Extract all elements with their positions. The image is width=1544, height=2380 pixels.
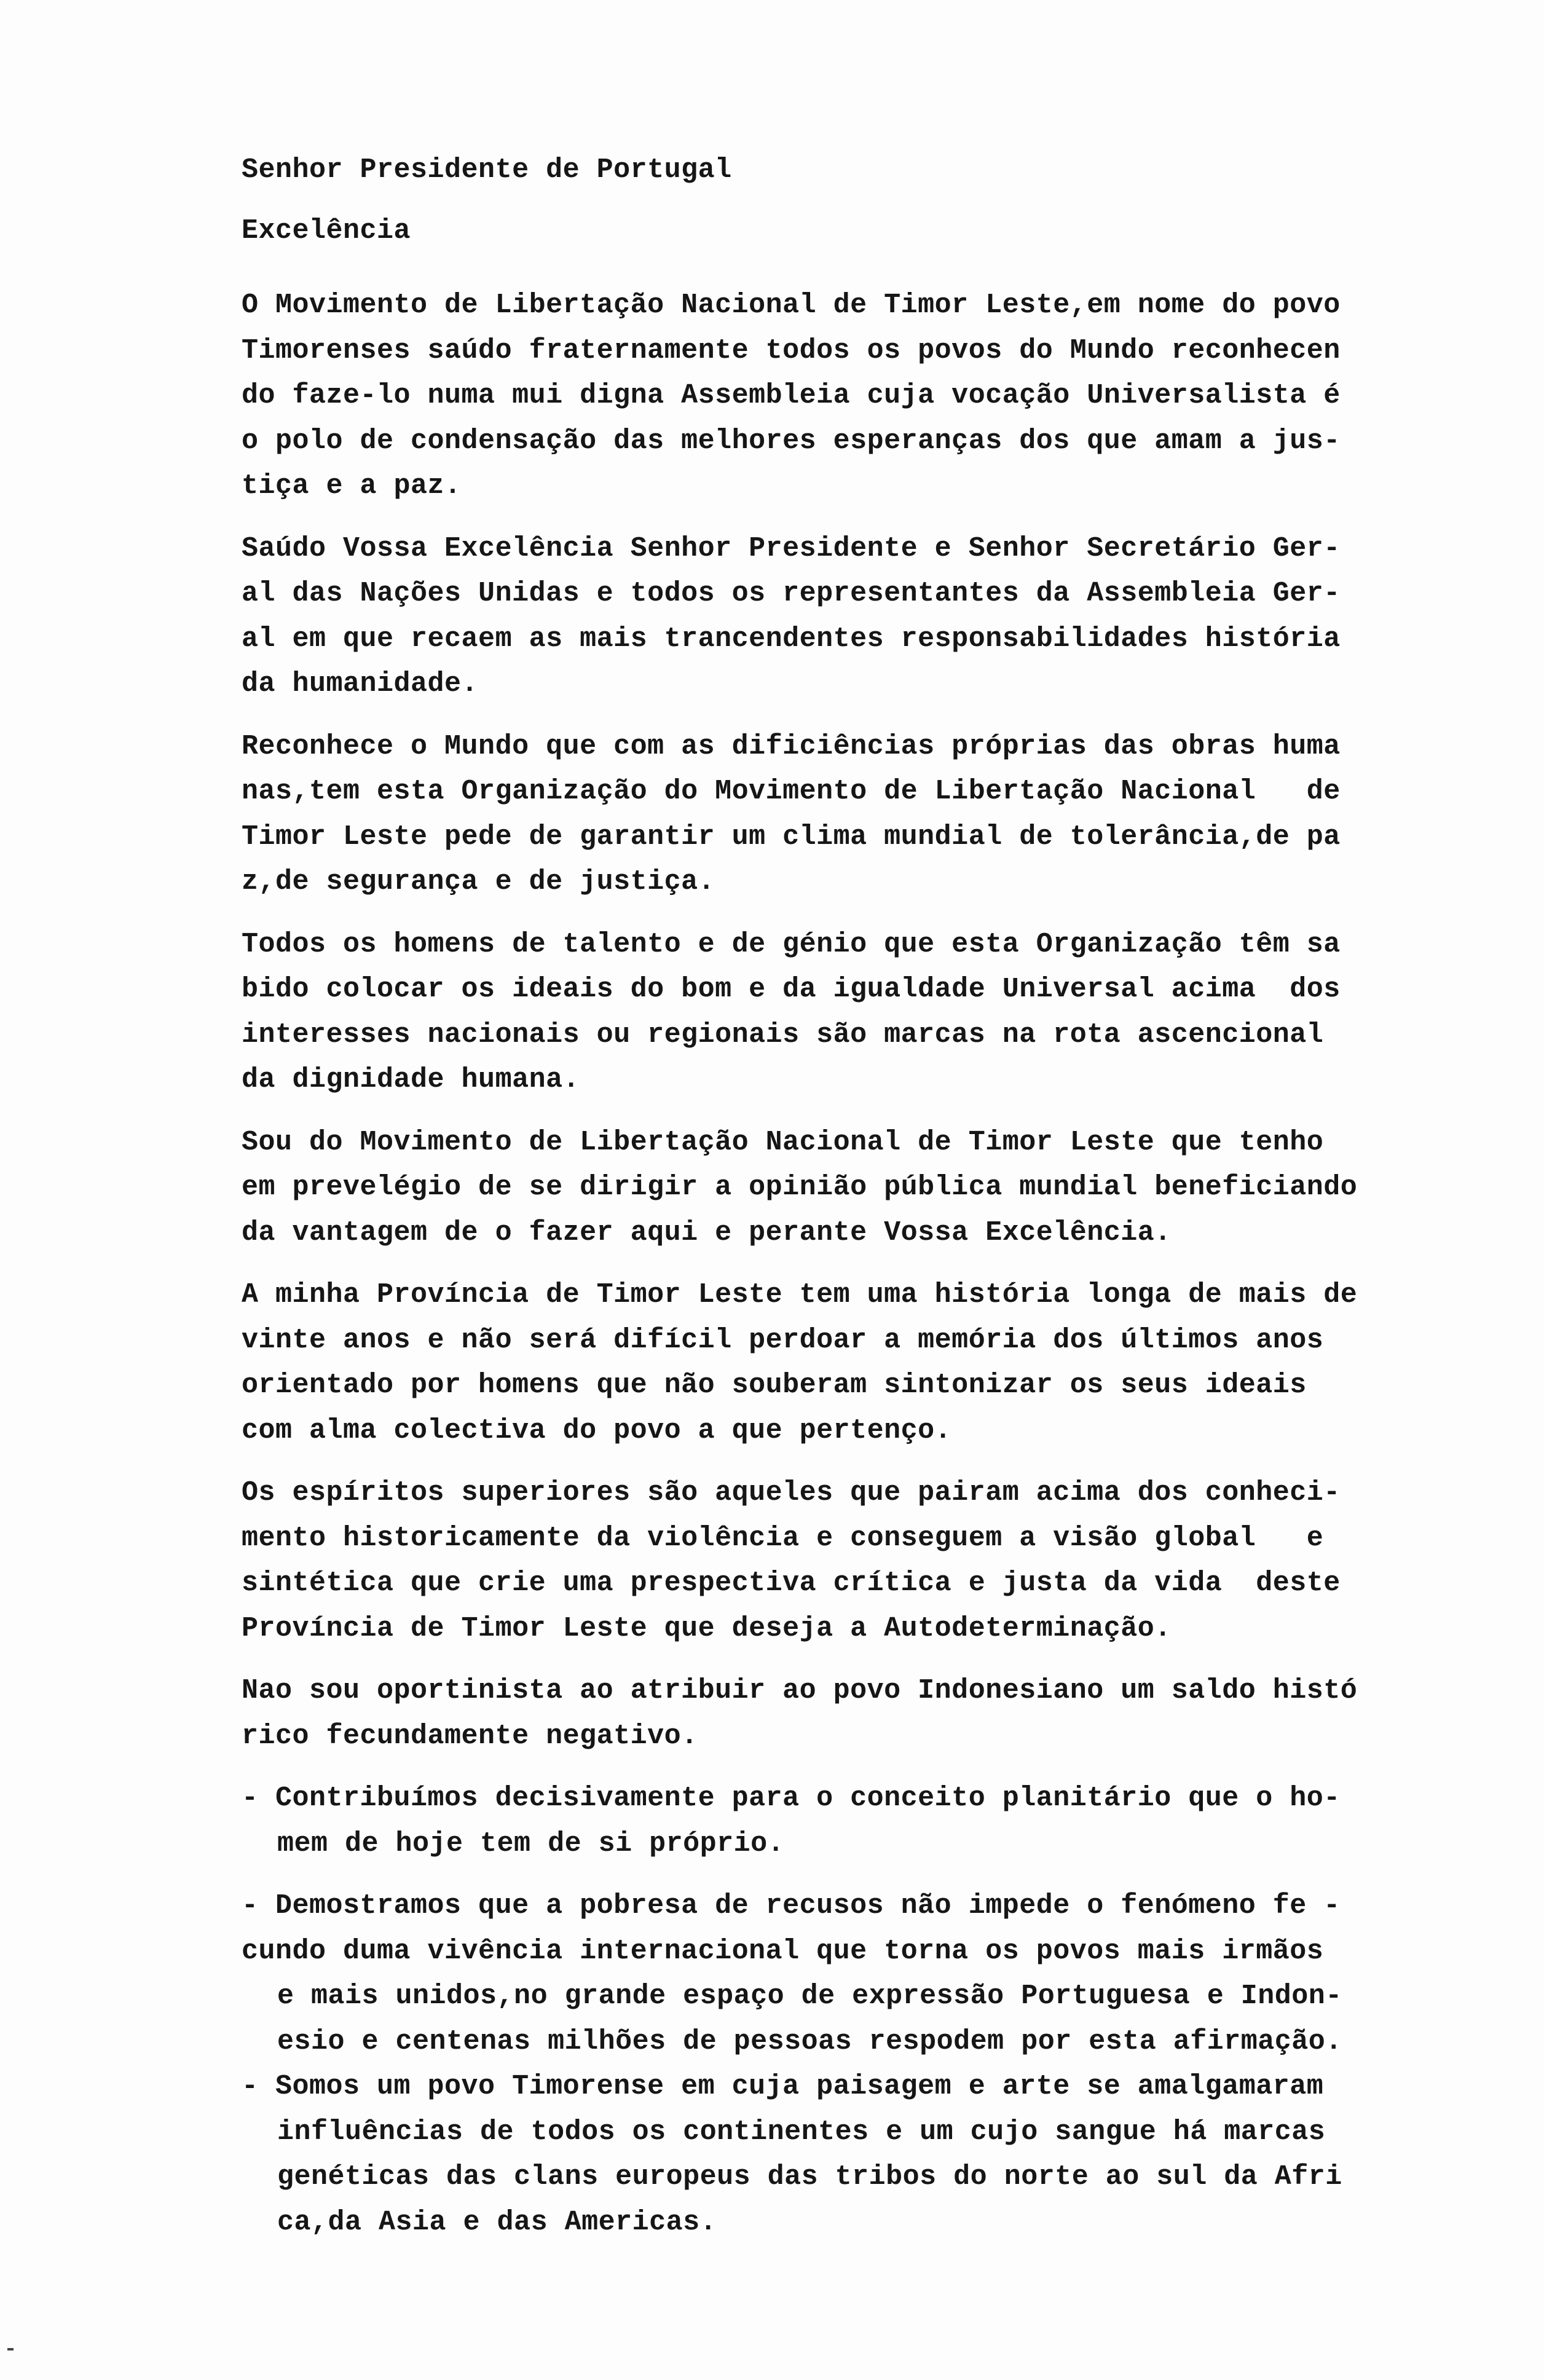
text-line: Todos os homens de talento e de génio que esta Organização têm sa (242, 928, 1341, 960)
text-line: O Movimento de Libertação Nacional de Timor Leste,em nome do povo (242, 290, 1341, 321)
text-line: Nao sou oportinista ao atribuir ao povo Indonesiano um saldo histó (242, 1675, 1358, 1706)
salutation-recipient: Senhor Presidente de Portugal (242, 154, 732, 186)
text-line: bido colocar os ideais do bom e da igualdade Universal acima dos (242, 974, 1341, 1005)
text-line: rico fecundamente negativo. (242, 1720, 698, 1752)
text-line: al em que recaem as mais trancendentes responsabilidades história (242, 623, 1341, 655)
bullet-line: - Contribuímos decisivamente para o conceito planitário que o ho- (242, 1783, 1341, 1814)
text-line: Os espíritos superiores são aqueles que pairam acima dos conheci- (242, 1477, 1341, 1508)
salutation-honorific: Excelência (242, 215, 411, 246)
text-line: Timor Leste pede de garantir um clima mundial de tolerância,de pa (242, 821, 1341, 853)
paragraph-6 (242, 1272, 1459, 1453)
bullet-line: - Somos um povo Timorense em cuja paisagem e arte se amalgamaram (242, 2071, 1324, 2102)
bullet-continuation-line: e mais unidos,no grande espaço de expressão Portuguesa e Indon- (277, 1980, 1342, 2012)
text-line: da humanidade. (242, 668, 479, 699)
paragraph-5 (242, 1120, 1459, 1256)
paragraph-3 (242, 724, 1459, 905)
text-line: tiça e a paz. (242, 470, 462, 502)
text-line: orientado por homens que não souberam sintonizar os seus ideais (242, 1369, 1307, 1401)
text-line: A minha Província de Timor Leste tem uma história longa de mais de (242, 1279, 1358, 1310)
text-line: Reconhece o Mundo que com as dificiências próprias das obras huma (242, 730, 1341, 762)
text-line: vinte anos e não será difícil perdoar a memória dos últimos anos (242, 1324, 1324, 1356)
paragraph-2 (242, 526, 1459, 707)
paragraph-7 (242, 1470, 1459, 1651)
text-line: sintética que crie uma prespectiva crítica e justa da vida deste (242, 1567, 1341, 1599)
text-line: nas,tem esta Organização do Movimento de Libertação Nacional de (242, 776, 1341, 807)
paragraph-8 (242, 1668, 1459, 1759)
text-line: da dignidade humana. (242, 1064, 580, 1095)
text-line: do faze-lo numa mui digna Assembleia cuja vocação Universalista é (242, 380, 1341, 411)
text-line: mento historicamente da violência e conseguem a visão global e (242, 1522, 1324, 1554)
bullet-line: - Demostramos que a pobresa de recusos não impede o fenómeno fe - (242, 1890, 1341, 1921)
text-line: z,de segurança e de justiça. (242, 866, 715, 897)
text-line: da vantagem de o fazer aqui e perante Vossa Excelência. (242, 1216, 1172, 1248)
text-line: Sou do Movimento de Libertação Nacional de Timor Leste que tenho (242, 1126, 1324, 1158)
text-line: Província de Timor Leste que deseja a Autodeterminação. (242, 1612, 1172, 1644)
text-line: al das Nações Unidas e todos os representantes da Assembleia Ger- (242, 578, 1341, 609)
text-line: com alma colectiva do povo a que pertenço. (242, 1414, 952, 1446)
bullet-continuation-line: genéticas das clans europeus das tribos do norte ao sul da Afri (277, 2161, 1342, 2193)
bullet-item-3 (242, 2064, 1459, 2245)
letter-body (242, 148, 1459, 2245)
bullet-continuation-line: esio e centenas milhões de pessoas respodem por esta afirmação. (277, 2025, 1342, 2057)
text-line: em prevelégio de se dirigir a opinião pública mundial beneficiando (242, 1172, 1358, 1203)
paragraph-4 (242, 922, 1459, 1103)
bullet-continuation-line: influências de todos os continentes e um cujo sangue há marcas (277, 2116, 1326, 2148)
bullet-continuation-line: mem de hoje tem de si próprio. (277, 1827, 785, 1859)
text-line: Timorenses saúdo fraternamente todos os povos do Mundo reconhecen (242, 334, 1341, 366)
text-line: Saúdo Vossa Excelência Senhor Presidente e Senhor Secretário Ger- (242, 532, 1341, 564)
bullet-item-2 (242, 1883, 1459, 2064)
bullet-continuation-line: ca,da Asia e das Americas. (277, 2206, 717, 2238)
scan-mark (7, 2348, 14, 2350)
bullet-continuation-line: cundo duma vivência internacional que torna os povos mais irmãos (242, 1935, 1324, 1967)
text-line: o polo de condensação das melhores esperanças dos que amam a jus- (242, 425, 1341, 457)
text-line: interesses nacionais ou regionais são marcas na rota ascencional (242, 1019, 1324, 1050)
paragraph-1 (242, 283, 1459, 509)
bullet-item-1 (242, 1776, 1459, 1866)
